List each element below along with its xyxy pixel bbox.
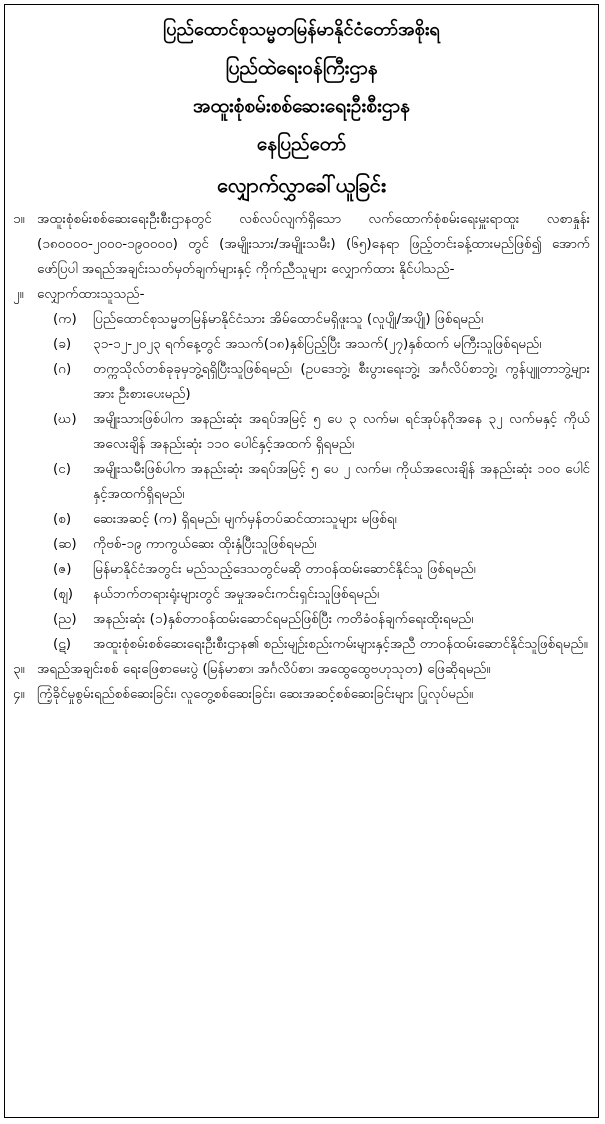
item-marker: (ဋ)	[53, 636, 72, 652]
section-text: အထူးစုံစမ်းစစ်ဆေးရေးဦးစီးဌာနတွင် လစ်လပ်လျက်ရှိသော လက်ထောက်စုံစမ်းရေးမှူးရာထူး လစာနှုန်း (၁၈၀၀၀၀-၂၀၀၀-၁၉၀၀၀၀) တွင် (အမျိုးသား/အမျိုးသမီး) (၆၅)နေရာ ဖြည့်တင်းခန့်ထားမည်ဖြစ်၍ အောက်ဖော်ပြပါ အရည်အချင်းသတ်မှတ်ချက်များနှင့် ကိုက်ညီသူများ လျှောက်ထား နိုင်ပါသည်-	[37, 211, 590, 277]
item-marker: (စ)	[53, 511, 72, 527]
notice-heading	[13, 11, 590, 207]
item-text: ပြည်ထောင်စုသမ္မတမြန်မာနိုင်ငံသား အိမ်ထောင်မရှိဖူးသူ (လူပျို/အပျို) ဖြစ်ရမည်၊	[93, 311, 484, 327]
item-marker: (ဆ)	[53, 536, 77, 552]
department-name: အထူးစုံစမ်းစစ်ဆေးရေးဦးစီးဌာန	[193, 95, 410, 117]
section-number: ၂။	[13, 286, 24, 302]
government-name: ပြည်ထောင်စုသမ္မတမြန်မာနိုင်ငံတော်အစိုးရ	[163, 19, 440, 40]
section-text: လျှောက်ထားသူသည်-	[37, 286, 145, 302]
requirement-item	[13, 582, 590, 607]
requirement-item	[13, 507, 590, 532]
item-marker: (င)	[53, 461, 72, 477]
item-text: ကိုဗစ်-၁၉ ကာကွယ်ဆေး ထိုးနှံပြီးသူဖြစ်ရမည်၊	[93, 536, 317, 552]
requirement-item	[13, 632, 590, 657]
item-marker: (ဈ)	[53, 586, 74, 602]
item-marker: (ဇ)	[53, 561, 72, 577]
requirement-item	[13, 332, 590, 357]
requirement-item	[13, 457, 590, 507]
item-text: အထူးစုံစမ်းစစ်ဆေးရေးဦးစီးဌာန၏ စည်းမျဉ်းစည်းကမ်းများနှင့်အညီ တာဝန်ထမ်းဆောင်နိုင်သူဖြစ်ရမည်။	[93, 636, 588, 652]
recruitment-notice	[4, 4, 599, 1118]
location-name: နေပြည်တော်	[256, 133, 347, 155]
item-marker: (က)	[53, 311, 77, 327]
requirement-item	[13, 532, 590, 557]
item-text: ၃၁-၁၂-၂၀၂၃ ရက်နေ့တွင် အသက်(၁၈)နှစ်ပြည့်ပြီး အသက်(၂၇)နှစ်ထက် မကြီးသူဖြစ်ရမည်၊	[93, 336, 542, 352]
item-text: အမျိုးသမီးဖြစ်ပါက အနည်းဆုံး အရပ်အမြင့် ၅ ပေ ၂ လက်မ၊ ကိုယ်အလေးချိန် အနည်းဆုံး ၁၀၀ ပေါင်နှင့်အထက်ရှိရမည်၊	[93, 461, 590, 502]
section-3	[13, 657, 590, 682]
notice-body	[13, 207, 590, 707]
section-text: အရည်အချင်းစစ် ရေးဖြေစာမေးပွဲ (မြန်မာစာ၊ အင်္ဂလိပ်စာ၊ အထွေထွေဗဟုသုတ) ဖြေဆိုရမည်။	[37, 661, 491, 677]
item-text: ဆေးအဆင့် (က) ရှိရမည်၊ မျက်မှန်တပ်ဆင်ထားသူများ မဖြစ်ရ၊	[93, 511, 397, 527]
requirement-item	[13, 557, 590, 582]
requirement-item	[13, 357, 590, 407]
section-number: ၄။	[13, 686, 25, 702]
section-number: ၃။	[13, 661, 25, 677]
item-text: မြန်မာနိုင်ငံအတွင်း မည်သည့်ဒေသတွင်မဆို တာဝန်ထမ်းဆောင်နိုင်သူ ဖြစ်ရမည်၊	[93, 561, 476, 577]
item-text: အနည်းဆုံး (၁)နှစ်တာဝန်ထမ်းဆောင်ရမည်ဖြစ်ပြီး ကတိခံဝန်ချက်ရေးထိုးရမည်၊	[93, 611, 474, 627]
section-text: ကြံ့ခိုင်မှုစွမ်းရည်စစ်ဆေးခြင်း၊ လူတွေ့စစ်ဆေးခြင်း၊ ဆေးအဆင့်စစ်ဆေးခြင်းများ ပြုလုပ်မည်။	[37, 686, 474, 702]
section-number: ၁။	[13, 211, 25, 227]
item-text: အမျိုးသားဖြစ်ပါက အနည်းဆုံး အရပ်အမြင့် ၅ ပေ ၃ လက်မ၊ ရင်အုပ်နဂိုအနေ ၃၂ လက်မနှင့် ကိုယ်အလေးချိန် အနည်းဆုံး ၁၁၀ ပေါင်နှင့်အထက် ရှိရမည်၊	[93, 411, 590, 452]
section-1	[13, 207, 590, 282]
requirement-item	[13, 307, 590, 332]
section-4	[13, 682, 590, 707]
item-marker: (ဃ)	[53, 411, 77, 427]
notice-title: လျှောက်လွှာခေါ်ယူခြင်း	[217, 173, 386, 197]
ministry-name: ပြည်ထဲရေးဝန်ကြီးဌာန	[225, 57, 378, 79]
item-text: တက္ကသိုလ်တစ်ခုခုမှဘွဲ့ရရှိပြီးသူဖြစ်ရမည်၊ (ဥပဒေဘွဲ့၊ စီးပွားရေးဘွဲ့၊ အင်္ဂလိပ်စာဘွဲ့၊ ကွန်ပျူတာဘွဲ့များအား ဦးစားပေးမည်)	[93, 361, 590, 402]
item-text: နယ်ဘက်တရားရုံးများတွင် အမှုအခင်းကင်းရှင်းသူဖြစ်ရမည်၊	[93, 586, 380, 602]
item-marker: (ဂ)	[53, 361, 72, 377]
section-2	[13, 282, 590, 307]
item-marker: (ည)	[53, 611, 77, 627]
item-marker: (ခ)	[53, 336, 72, 352]
requirement-item	[13, 407, 590, 457]
requirement-item	[13, 607, 590, 632]
requirements-list	[13, 307, 590, 657]
